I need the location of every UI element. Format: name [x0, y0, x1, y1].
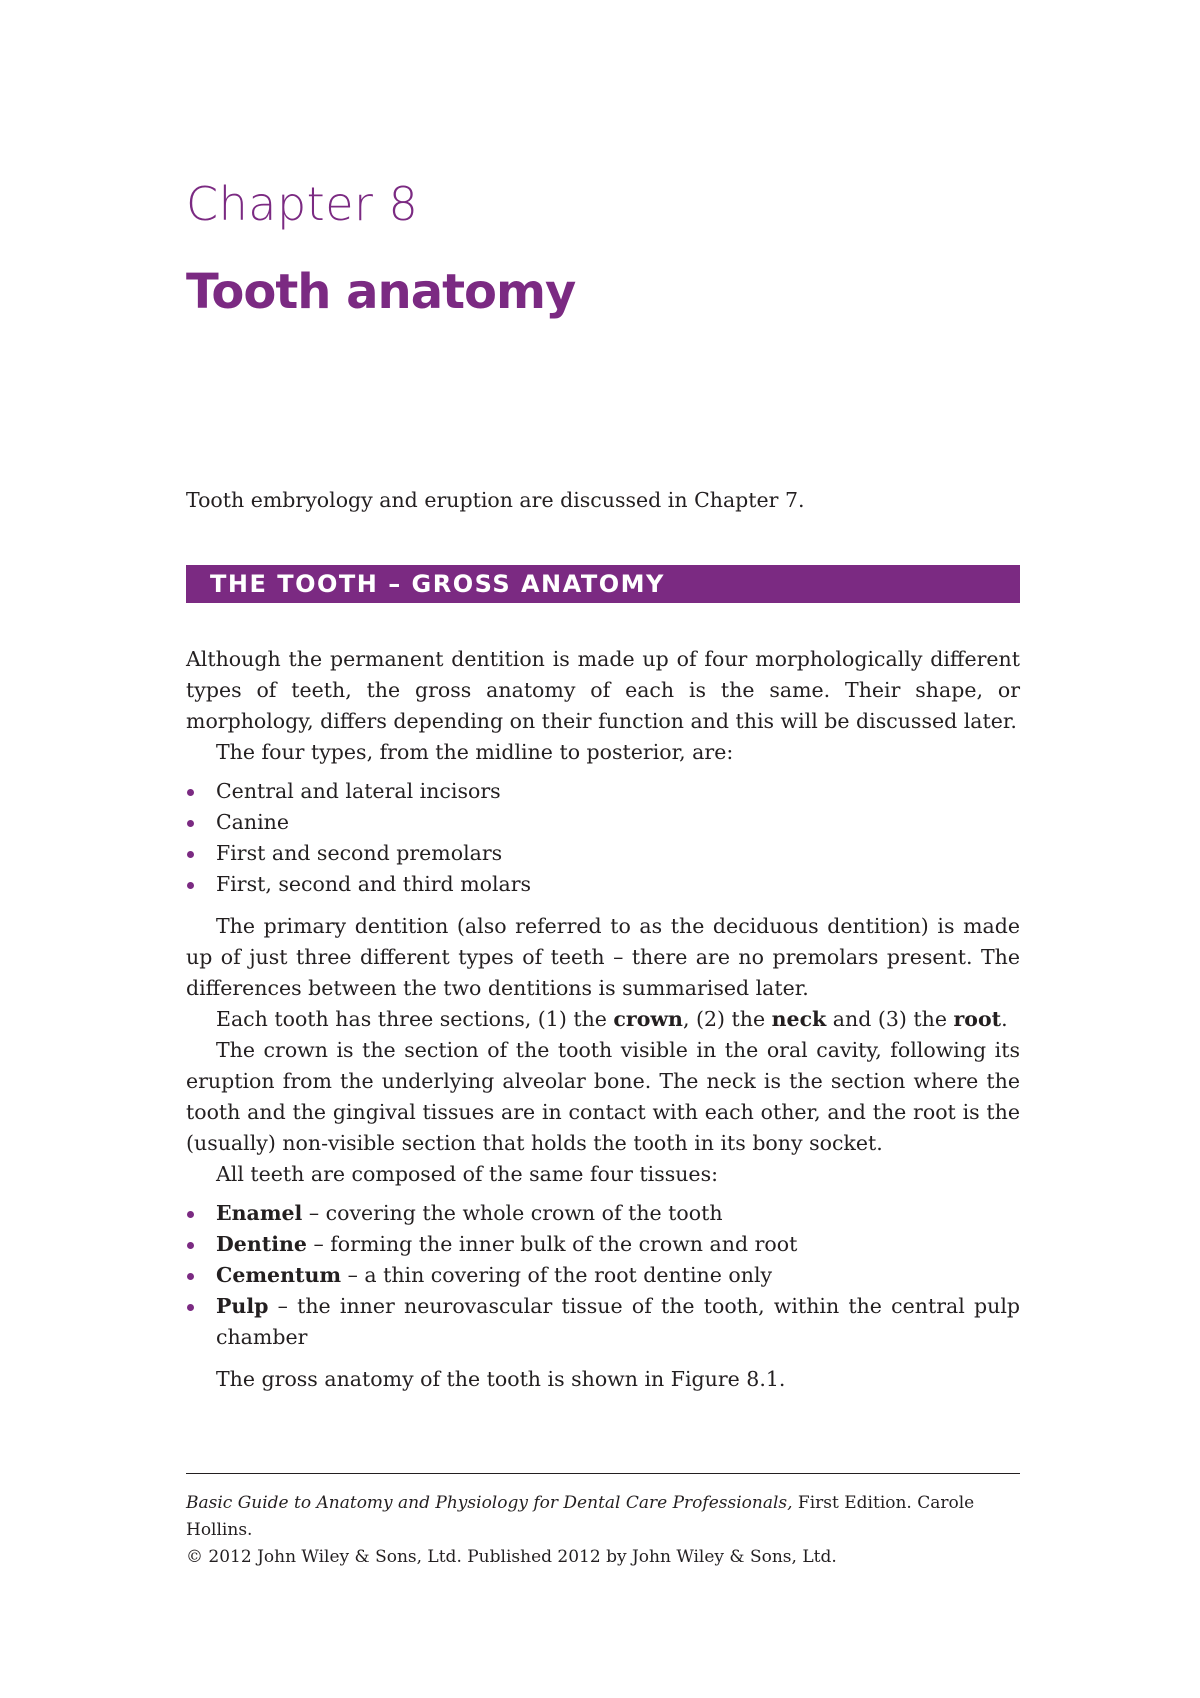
list-item-text: – the inner neurovascular tissue of the tooth, within the central pulp chamber — [216, 1294, 1020, 1349]
list-item-text: Canine — [216, 810, 290, 834]
term-enamel: Enamel — [216, 1201, 303, 1225]
term-root: root — [953, 1007, 1002, 1031]
bullet-icon — [187, 1211, 194, 1218]
list-item-text: – a thin covering of the root dentine only — [341, 1263, 773, 1287]
list-item-text: First, second and third molars — [216, 872, 532, 896]
list-item-text: – covering the whole crown of the tooth — [302, 1201, 723, 1225]
list-item — [186, 1198, 1020, 1229]
paragraph-text: , (2) the — [682, 1007, 772, 1031]
term-crown: crown — [613, 1007, 683, 1031]
intro-text: Tooth embryology and eruption are discussed in Chapter 7. — [186, 488, 805, 512]
bullet-icon — [187, 851, 194, 858]
bullet-icon — [187, 789, 194, 796]
term-neck: neck — [771, 1007, 827, 1031]
list-item — [186, 838, 1020, 869]
footer-divider — [186, 1473, 1020, 1474]
paragraph: The primary dentition (also referred to as the deciduous dentition) is made up of just three different types of teeth – there are no premolars present. The differences between the two dentitions is summarised later. — [186, 914, 1020, 1000]
list-item-text: Central and lateral incisors — [216, 779, 501, 803]
book-title: Basic Guide to Anatomy and Physiology for Dental Care Professionals, — [186, 1493, 793, 1513]
list-item-text: First and second premolars — [216, 841, 503, 865]
list-item — [186, 776, 1020, 807]
bullet-icon — [187, 1273, 194, 1280]
paragraph-text: and (3) the — [826, 1007, 954, 1031]
term-cementum: Cementum — [216, 1263, 342, 1287]
bullet-icon — [187, 1242, 194, 1249]
list-item — [186, 1260, 1020, 1291]
paragraph: Although the permanent dentition is made up of four morphologically different types of teeth, the gross anatomy of each is the same. Their shape, or morphology, differs depending on their function and this will be discussed later. — [186, 647, 1020, 733]
section-heading-bar — [186, 565, 1020, 603]
bullet-icon — [187, 882, 194, 889]
term-dentine: Dentine — [216, 1232, 307, 1256]
bullet-icon — [187, 1304, 194, 1311]
chapter-title: Tooth anatomy — [186, 264, 576, 320]
paragraph: The four types, from the midline to posterior, are: — [216, 740, 734, 764]
chapter-number: Chapter 8 — [186, 177, 419, 231]
paragraph-text: Each tooth has three sections, (1) the — [216, 1007, 614, 1031]
paragraph — [186, 1004, 1020, 1035]
term-pulp: Pulp — [216, 1294, 269, 1318]
list-item — [186, 1291, 1020, 1353]
copyright-notice: © 2012 John Wiley & Sons, Ltd. Published 2012 by John Wiley & Sons, Ltd. — [186, 1547, 837, 1567]
edition-author: First Edition. Carole Hollins. — [186, 1493, 975, 1540]
section-body — [186, 644, 1020, 1395]
tooth-types-list — [186, 776, 1020, 900]
list-item — [186, 1229, 1020, 1260]
paragraph: The gross anatomy of the tooth is shown in Figure 8.1. — [216, 1367, 786, 1391]
list-item-text: – forming the inner bulk of the crown and root — [306, 1232, 798, 1256]
list-item — [186, 869, 1020, 900]
tissues-list — [186, 1198, 1020, 1353]
paragraph: All teeth are composed of the same four tissues: — [216, 1162, 718, 1186]
list-item — [186, 807, 1020, 838]
paragraph: The crown is the section of the tooth visible in the oral cavity, following its eruption from the underlying alveolar bone. The neck is the section where the tooth and the gingival tissues are in contact with each other, and the root is the (usually) non-visible section that holds the tooth in its bony socket. — [186, 1038, 1020, 1155]
footer-citation — [186, 1490, 1020, 1571]
section-heading: THE TOOTH – GROSS ANATOMY — [210, 570, 665, 598]
bullet-icon — [187, 820, 194, 827]
paragraph-text: . — [1001, 1007, 1008, 1031]
